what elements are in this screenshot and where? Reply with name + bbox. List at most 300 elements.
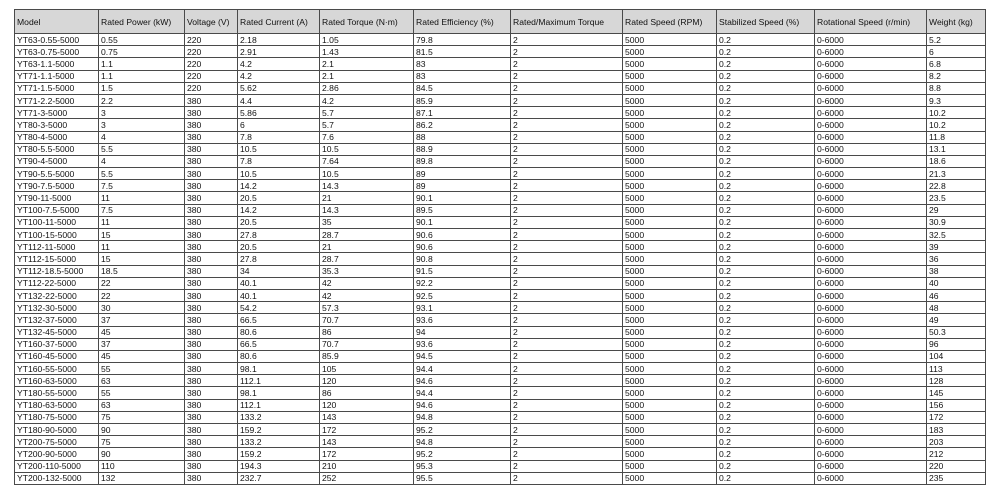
table-cell: 7.64 [320,155,414,167]
column-header: Rated Power (kW) [99,10,185,34]
table-cell: 10.5 [320,143,414,155]
table-cell: 0.2 [717,326,815,338]
table-cell: YT160-55-5000 [15,363,99,375]
table-cell: 94.5 [414,350,511,362]
table-cell: 0.2 [717,375,815,387]
table-cell: 0.2 [717,411,815,423]
table-cell: 89 [414,180,511,192]
table-cell: 95.2 [414,448,511,460]
table-cell: 75 [99,411,185,423]
table-cell: 128 [927,375,986,387]
table-cell: 93.6 [414,338,511,350]
table-cell: 380 [185,472,238,484]
table-cell: 81.5 [414,46,511,58]
table-row [15,350,986,362]
table-cell: 380 [185,350,238,362]
table-cell: 94.4 [414,363,511,375]
table-cell: 5000 [623,180,717,192]
table-cell: 380 [185,216,238,228]
column-header: Rated Torque (N·m) [320,10,414,34]
table-row [15,265,986,277]
table-cell: 0.2 [717,253,815,265]
table-cell: 45 [99,350,185,362]
table-cell: 0-6000 [815,180,927,192]
table-cell: 5.86 [238,107,320,119]
table-cell: 0.2 [717,436,815,448]
table-cell: 10.2 [927,107,986,119]
table-cell: 143 [320,411,414,423]
table-cell: 5.2 [927,34,986,46]
table-cell: 5000 [623,448,717,460]
table-cell: 1.5 [99,82,185,94]
table-cell: 0-6000 [815,363,927,375]
table-row [15,94,986,106]
table-cell: 83 [414,70,511,82]
table-cell: 5.5 [99,168,185,180]
table-cell: 2.86 [320,82,414,94]
table-cell: 2 [511,82,623,94]
table-cell: 2 [511,143,623,155]
table-row [15,375,986,387]
table-cell: 252 [320,472,414,484]
table-cell: 5000 [623,241,717,253]
table-cell: 0.2 [717,472,815,484]
table-cell: 5.5 [99,143,185,155]
table-row [15,180,986,192]
table-cell: YT200-75-5000 [15,436,99,448]
table-cell: 85.9 [414,94,511,106]
table-cell: 380 [185,436,238,448]
table-cell: YT200-132-5000 [15,472,99,484]
table-cell: 98.1 [238,387,320,399]
table-cell: 212 [927,448,986,460]
table-cell: 380 [185,375,238,387]
table-cell: 1.1 [99,70,185,82]
table-cell: 5000 [623,460,717,472]
table-cell: 98.1 [238,363,320,375]
table-cell: 0.2 [717,289,815,301]
table-cell: 18.6 [927,155,986,167]
table-cell: 7.8 [238,155,320,167]
table-cell: 0-6000 [815,350,927,362]
table-cell: 120 [320,399,414,411]
table-cell: 0-6000 [815,277,927,289]
table-cell: 0-6000 [815,302,927,314]
table-cell: 0-6000 [815,34,927,46]
table-cell: 11 [99,216,185,228]
table-cell: 0.2 [717,277,815,289]
table-cell: 5000 [623,229,717,241]
table-cell: YT71-3-5000 [15,107,99,119]
table-cell: 5000 [623,338,717,350]
table-cell: 380 [185,302,238,314]
table-cell: 380 [185,363,238,375]
table-row [15,253,986,265]
table-row [15,472,986,484]
table-cell: 220 [185,34,238,46]
table-cell: 8.8 [927,82,986,94]
table-cell: 15 [99,229,185,241]
table-cell: 220 [185,58,238,70]
table-cell: 21 [320,241,414,253]
table-cell: 172 [927,411,986,423]
table-cell: 380 [185,289,238,301]
table-cell: 92.5 [414,289,511,301]
table-cell: 20.5 [238,241,320,253]
table-cell: 90.1 [414,192,511,204]
table-row [15,399,986,411]
table-row [15,363,986,375]
table-cell: 42 [320,277,414,289]
table-cell: YT63-0.55-5000 [15,34,99,46]
table-row [15,241,986,253]
table-cell: 66.5 [238,338,320,350]
table-cell: 21.3 [927,168,986,180]
column-header: Stabilized Speed (%) [717,10,815,34]
table-row [15,46,986,58]
table-cell: 30.9 [927,216,986,228]
table-cell: 40 [927,277,986,289]
table-row [15,436,986,448]
table-cell: 143 [320,436,414,448]
table-cell: 0-6000 [815,229,927,241]
table-cell: 0-6000 [815,70,927,82]
table-cell: 14.3 [320,204,414,216]
table-cell: YT90-7.5-5000 [15,180,99,192]
table-cell: 5000 [623,82,717,94]
table-cell: YT71-1.5-5000 [15,82,99,94]
table-header-row [15,10,986,34]
table-cell: 2 [511,131,623,143]
table-cell: 90.6 [414,229,511,241]
table-cell: 2 [511,326,623,338]
table-cell: 5000 [623,326,717,338]
table-cell: 0.2 [717,314,815,326]
table-cell: 83 [414,58,511,70]
table-row [15,460,986,472]
table-cell: 0-6000 [815,448,927,460]
table-cell: 0-6000 [815,253,927,265]
table-cell: 55 [99,363,185,375]
table-cell: 5.62 [238,82,320,94]
table-cell: 0.2 [717,192,815,204]
table-cell: 380 [185,411,238,423]
table-cell: 5000 [623,387,717,399]
table-cell: 86 [320,387,414,399]
table-cell: YT100-15-5000 [15,229,99,241]
table-cell: 133.2 [238,436,320,448]
table-cell: 5000 [623,192,717,204]
table-cell: 0-6000 [815,472,927,484]
table-cell: 0.2 [717,143,815,155]
table-cell: 4.2 [238,58,320,70]
table-cell: 38 [927,265,986,277]
table-cell: 380 [185,314,238,326]
table-cell: YT80-5.5-5000 [15,143,99,155]
table-cell: 0-6000 [815,204,927,216]
table-cell: 0-6000 [815,119,927,131]
table-cell: 380 [185,424,238,436]
table-cell: 0.55 [99,34,185,46]
table-cell: 5000 [623,277,717,289]
table-cell: YT100-7.5-5000 [15,204,99,216]
table-cell: 2 [511,375,623,387]
table-cell: YT100-11-5000 [15,216,99,228]
table-cell: 3 [99,119,185,131]
table-cell: 2 [511,229,623,241]
table-cell: 0.2 [717,424,815,436]
table-cell: 6.8 [927,58,986,70]
column-header: Model [15,10,99,34]
table-cell: 380 [185,326,238,338]
table-cell: 2 [511,58,623,70]
table-cell: 0-6000 [815,58,927,70]
table-cell: 27.8 [238,253,320,265]
table-cell: 2.1 [320,70,414,82]
table-cell: YT132-30-5000 [15,302,99,314]
table-cell: 0.2 [717,338,815,350]
table-cell: 89.5 [414,204,511,216]
table-cell: 63 [99,399,185,411]
table-cell: 35.3 [320,265,414,277]
table-cell: 159.2 [238,448,320,460]
table-cell: YT180-63-5000 [15,399,99,411]
table-row [15,34,986,46]
table-cell: 5000 [623,155,717,167]
table-cell: 5000 [623,424,717,436]
table-cell: 7.8 [238,131,320,143]
table-row [15,411,986,423]
table-cell: 0-6000 [815,460,927,472]
table-cell: 14.2 [238,180,320,192]
table-row [15,314,986,326]
table-cell: 37 [99,338,185,350]
table-cell: 220 [927,460,986,472]
table-cell: 90 [99,448,185,460]
table-row [15,216,986,228]
table-cell: 75 [99,436,185,448]
table-cell: 132 [99,472,185,484]
table-cell: 2 [511,265,623,277]
table-row [15,387,986,399]
table-cell: YT112-15-5000 [15,253,99,265]
table-cell: 90.1 [414,216,511,228]
table-cell: 49 [927,314,986,326]
table-cell: 0-6000 [815,314,927,326]
table-cell: 46 [927,289,986,301]
column-header: Rated/Maximum Torque [511,10,623,34]
table-cell: 2 [511,399,623,411]
table-cell: 112.1 [238,399,320,411]
motor-spec-table [14,9,986,485]
table-cell: 0-6000 [815,375,927,387]
table-cell: 0-6000 [815,436,927,448]
table-cell: YT112-18.5-5000 [15,265,99,277]
table-row [15,155,986,167]
table-cell: 2 [511,119,623,131]
table-cell: 5000 [623,204,717,216]
table-cell: 5000 [623,58,717,70]
table-cell: 94.6 [414,399,511,411]
table-cell: 89.8 [414,155,511,167]
table-cell: 2.18 [238,34,320,46]
table-cell: 0.2 [717,204,815,216]
table-cell: 84.5 [414,82,511,94]
table-cell: 42 [320,289,414,301]
column-header: Rated Efficiency (%) [414,10,511,34]
table-cell: 2 [511,338,623,350]
table-cell: 2.2 [99,94,185,106]
table-cell: 90 [99,424,185,436]
table-cell: 0.2 [717,216,815,228]
table-cell: 5000 [623,436,717,448]
table-cell: YT63-0.75-5000 [15,46,99,58]
table-cell: 380 [185,204,238,216]
table-cell: 1.1 [99,58,185,70]
table-cell: 380 [185,229,238,241]
table-cell: 2.1 [320,58,414,70]
table-cell: 0-6000 [815,289,927,301]
table-cell: 30 [99,302,185,314]
table-cell: YT180-75-5000 [15,411,99,423]
table-cell: 96 [927,338,986,350]
table-cell: 380 [185,192,238,204]
table-row [15,277,986,289]
table-cell: 3 [99,107,185,119]
table-cell: 2 [511,387,623,399]
table-cell: 0-6000 [815,94,927,106]
table-cell: 5000 [623,119,717,131]
table-cell: 14.2 [238,204,320,216]
table-cell: 380 [185,399,238,411]
table-cell: 5000 [623,168,717,180]
table-cell: 380 [185,131,238,143]
table-cell: 91.5 [414,265,511,277]
table-cell: 2 [511,70,623,82]
table-row [15,107,986,119]
table-cell: 5000 [623,411,717,423]
table-cell: 183 [927,424,986,436]
table-cell: YT80-4-5000 [15,131,99,143]
table-cell: 28.7 [320,229,414,241]
table-row [15,229,986,241]
table-cell: 104 [927,350,986,362]
table-cell: 4 [99,131,185,143]
table-cell: 11 [99,241,185,253]
table-cell: 120 [320,375,414,387]
table-cell: 0.75 [99,46,185,58]
table-cell: 94.4 [414,387,511,399]
table-cell: 2 [511,314,623,326]
table-row [15,119,986,131]
table-cell: 2 [511,350,623,362]
column-header: Voltage (V) [185,10,238,34]
table-cell: 85.9 [320,350,414,362]
table-cell: 10.5 [320,168,414,180]
table-cell: 9.3 [927,94,986,106]
table-cell: 380 [185,119,238,131]
table-cell: 0-6000 [815,155,927,167]
table-cell: 88 [414,131,511,143]
table-cell: 10.5 [238,143,320,155]
table-cell: 2 [511,277,623,289]
table-cell: 20.5 [238,192,320,204]
table-cell: 0-6000 [815,107,927,119]
table-cell: YT160-45-5000 [15,350,99,362]
table-cell: 94.6 [414,375,511,387]
table-cell: 5000 [623,46,717,58]
table-cell: 5000 [623,253,717,265]
table-cell: 4.2 [238,70,320,82]
table-cell: 40.1 [238,277,320,289]
table-cell: 22 [99,289,185,301]
table-cell: 133.2 [238,411,320,423]
table-cell: 2 [511,180,623,192]
table-cell: 2 [511,302,623,314]
table-cell: 13.1 [927,143,986,155]
table-row [15,143,986,155]
table-cell: 88.9 [414,143,511,155]
table-cell: YT90-5.5-5000 [15,168,99,180]
table-cell: 93.6 [414,314,511,326]
table-cell: 35 [320,216,414,228]
table-cell: 5000 [623,265,717,277]
table-cell: YT112-11-5000 [15,241,99,253]
table-cell: 92.2 [414,277,511,289]
table-cell: 380 [185,265,238,277]
table-cell: 87.1 [414,107,511,119]
table-cell: 380 [185,168,238,180]
table-cell: 0-6000 [815,131,927,143]
table-cell: 5000 [623,289,717,301]
table-cell: 145 [927,387,986,399]
table-cell: 0.2 [717,265,815,277]
table-cell: 0-6000 [815,192,927,204]
table-cell: 156 [927,399,986,411]
table-cell: YT132-45-5000 [15,326,99,338]
table-cell: YT160-63-5000 [15,375,99,387]
table-cell: 0.2 [717,70,815,82]
table-cell: 2.91 [238,46,320,58]
table-cell: 5000 [623,363,717,375]
table-cell: 232.7 [238,472,320,484]
table-cell: 0-6000 [815,338,927,350]
table-cell: 0-6000 [815,168,927,180]
table-cell: 0.2 [717,241,815,253]
table-cell: 70.7 [320,314,414,326]
table-cell: 2 [511,155,623,167]
table-cell: YT132-37-5000 [15,314,99,326]
table-cell: 5000 [623,94,717,106]
table-cell: 90.6 [414,241,511,253]
table-cell: YT90-11-5000 [15,192,99,204]
table-cell: 5.7 [320,119,414,131]
table-cell: 50.3 [927,326,986,338]
table-cell: 0-6000 [815,326,927,338]
table-cell: 94.8 [414,411,511,423]
table-cell: YT180-55-5000 [15,387,99,399]
table-cell: 0-6000 [815,265,927,277]
table-cell: 112.1 [238,375,320,387]
table-cell: 380 [185,448,238,460]
table-cell: YT160-37-5000 [15,338,99,350]
table-cell: 0.2 [717,350,815,362]
table-cell: YT90-4-5000 [15,155,99,167]
table-cell: YT80-3-5000 [15,119,99,131]
table-cell: 2 [511,204,623,216]
table-cell: 66.5 [238,314,320,326]
table-cell: 15 [99,253,185,265]
